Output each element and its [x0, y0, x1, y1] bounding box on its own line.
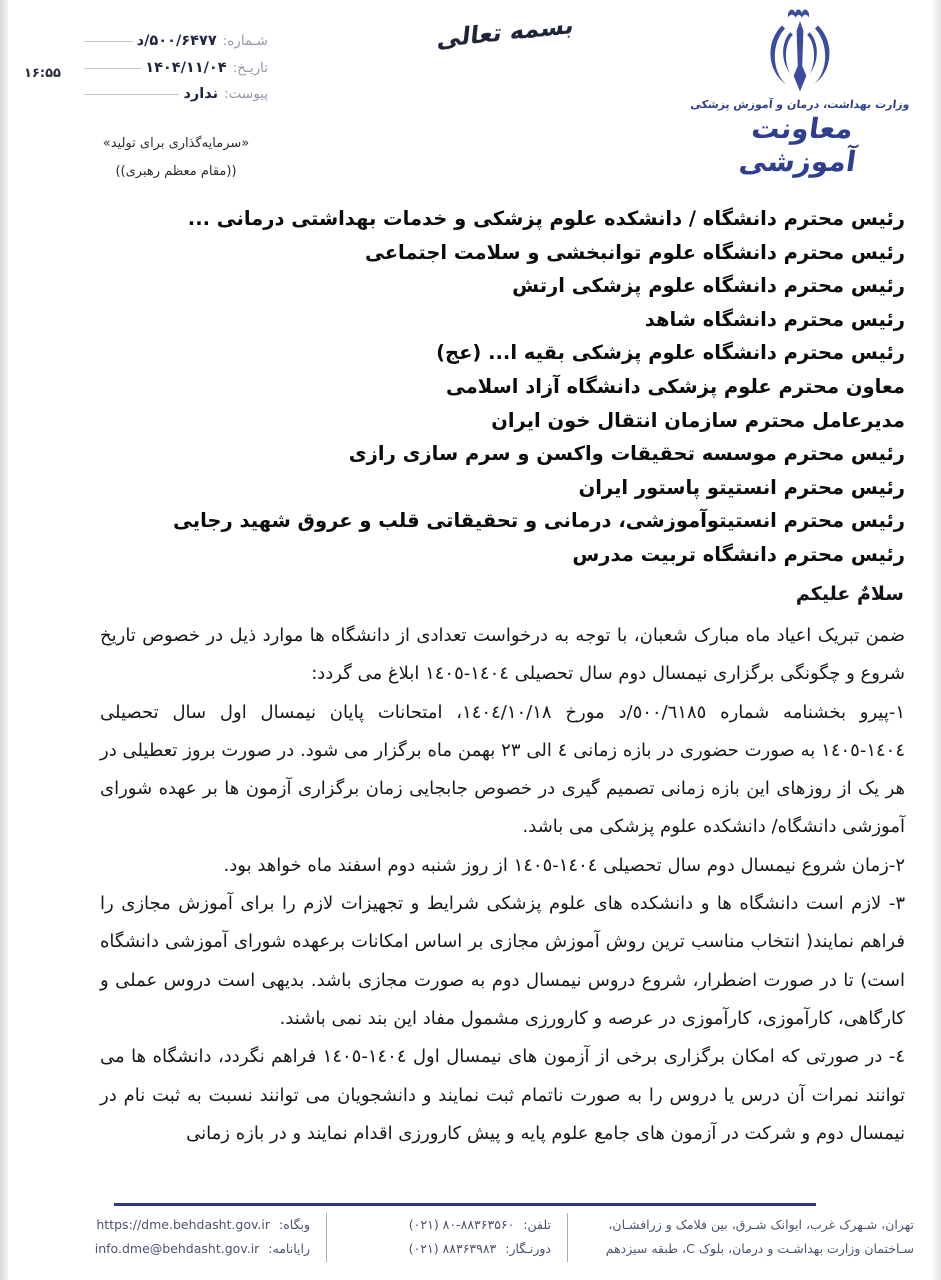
recipient-line: رئیس محترم دانشگاه علوم توانبخشی و سلامت اجتماعی — [364, 240, 905, 264]
footer-address — [568, 1213, 930, 1262]
letter-number-value: ۵۰۰/۶۴۷۷/د — [136, 33, 217, 49]
website-label: وبگاه: — [279, 1217, 310, 1232]
footer-divider-rule — [114, 1203, 816, 1206]
fax-value: ۸۸۳۶۳۹۸۳ (۰۲۱) — [408, 1241, 497, 1257]
email-address: info.dme@behdasht.gov.ir — [94, 1241, 260, 1257]
recipient-line: رئیس محترم دانشگاه شاهد — [644, 307, 905, 331]
letter-date-value: ۱۴۰۴/۱۱/۰۴ — [145, 59, 227, 76]
letter-number-row — [84, 33, 268, 60]
letter-attachment-label: پیوست: — [224, 86, 268, 102]
phone-row — [343, 1213, 551, 1237]
besmele-calligraphy: بسمه تعالی — [435, 10, 576, 54]
year-slogan — [76, 130, 276, 186]
letterhead — [688, 6, 912, 178]
recipient-line: رئیس محترم انستیتوآموزشی، درمانی و تحقیقاتی قلب و عروق شهید رجایی — [173, 509, 905, 533]
recipient-line: رئیس محترم موسسه تحقیقات واکسن و سرم سازی رازی — [348, 442, 905, 466]
footer-contact-bar — [60, 1213, 930, 1262]
clause-2: ٢-زمان شروع نیمسال دوم سال تحصیلی ١٤٠٤-١٤٠٥ از روز شنبه دوم اسفند ماه خواهد بود. — [223, 854, 905, 876]
recipients-list — [40, 202, 905, 572]
recipient-line: رئیس محترم انستیتو پاستور ایران — [578, 475, 905, 499]
fax-row — [343, 1237, 551, 1261]
fax-label: دورنـگار: — [505, 1241, 551, 1257]
ministry-name: وزارت بهداشت، درمان و آموزش پزشکی — [689, 98, 911, 111]
scan-edge-right — [932, 0, 941, 1280]
footer-web-email — [29, 1213, 327, 1262]
letter-number-underline — [84, 41, 133, 42]
letter-date-underline — [84, 68, 141, 69]
letter-date-label: تاریـخ: — [232, 59, 268, 76]
letter-meta-block — [84, 33, 268, 113]
slogan-attribution: ((مقام معظم رهبری)) — [115, 163, 237, 179]
deputy-name: معاونت آموزشی — [737, 112, 859, 178]
intro-paragraph: ضمن تبریک اعیاد ماه مبارک شعبان، با توجه به درخواست تعدادی از دانشگاه ها موارد ذیل در خصوص تاریخ شروع و چگونگی برگزاری نیمسال دوم سال تحصیلی ١٤٠٤-١٤٠٥ ابلاغ می گردد: — [100, 625, 905, 685]
recipient-line: رئیس محترم دانشگاه تربیت مدرس — [572, 542, 905, 566]
address-line-2: سـاختمان وزارت بهداشـت و درمان، بلوک C، طبقه سیزدهم — [605, 1241, 914, 1257]
website-url: https://dme.behdasht.gov.ir — [96, 1217, 271, 1232]
email-label: رایانامه: — [268, 1241, 310, 1257]
recipient-line: رئیس محترم دانشگاه علوم پزشکی بقیه ا... (عج) — [436, 341, 905, 365]
scan-edge-left — [0, 0, 8, 1280]
salutation: سلامٌ علیکم — [795, 583, 904, 605]
clause-1: ١-پیرو بخشنامه شماره ٥٠٠/٦١٨٥/د مورخ ١٤٠٤/١٠/١٨، امتحانات پایان نیمسال اول سال تحصیلی ١٤٠٤-١٤٠٥ به صورت حضوری در بازه زمانی ٤ الی ٢٣ بهمن ماه برگزار می شود. در صورت بروز تعطیلی در هر یک از روزهای این بازه زمانی تصمیم گیری در خصوص جابجایی زمان برگزاری آزمون ها بر عهده شورای آموزشی دانشگاه/ دانشکده علوم پزشکی می باشد. — [100, 701, 906, 838]
recipient-line: مدیرعامل محترم سازمان انتقال خون ایران — [491, 408, 905, 432]
recipient-line: معاون محترم علوم پزشکی دانشگاه آزاد اسلامی — [445, 374, 905, 398]
clause-4: ٤- در صورتی که امکان برگزاری برخی از آزمون های نیمسال اول ١٤٠٤-١٤٠٥ فراهم نگردد، دانشگاه ها می توانند نمرات آن درس یا دروس را به صورت ناتمام ثبت نمایند و دانشجویان می توانند نسبت به ثبت نام در نیمسال دوم و شرکت در آزمون های جامع علوم پایه و پیش کارورزی اقدام نمایند و در بازه زمانی — [100, 1046, 905, 1144]
slogan-quote: «سرمایه‌گذاری برای تولید» — [102, 136, 250, 151]
letter-attachment-value: ندارد — [183, 86, 219, 102]
recipient-line: رئیس محترم دانشگاه / دانشکده علوم پزشکی و خدمات بهداشتی درمانی ... — [187, 207, 905, 230]
phone-label: تلفن: — [523, 1217, 551, 1232]
website-row — [45, 1213, 310, 1237]
letter-attachment-underline — [84, 94, 179, 95]
email-row — [45, 1237, 310, 1261]
letter-attachment-row — [84, 86, 268, 113]
clause-3: ٣- لازم است دانشگاه ها و دانشکده های علوم پزشکی شرایط و تجهیزات لازم را برای آموزش مجازی را فراهم نمایند( انتخاب مناسب ترین روش آموزش مجازی بر اساس امکانات برعهده شورای آموزشی دانشگاه است) تا در صورت اضطرار، شروع دروس نیمسال دوم به صورت مجازی باشد. بدیهی است دروس عملی و کارگاهی، کارآموزی، کارآموزی در عرصه و کارورزی مشمول مفاد این بند نمی باشند. — [100, 893, 905, 1029]
address-line-1: تهران، شـهرک غرب، ایوانک شـرق، بین فلامک و زرافشـان، — [608, 1217, 914, 1232]
letter-date-row — [84, 60, 268, 87]
recipient-line: رئیس محترم دانشگاه علوم پزشکی ارتش — [512, 274, 905, 298]
letter-number-label: شـماره: — [222, 33, 268, 49]
letter-body — [100, 617, 905, 1153]
phone-value: ۸۸۳۶۳۵۶۰-۸۰ (۰۲۱) — [408, 1217, 515, 1232]
print-timestamp: ۱۶:۵۵ — [24, 66, 61, 81]
footer-phone-fax — [327, 1213, 568, 1262]
iran-national-emblem-icon — [747, 6, 853, 96]
